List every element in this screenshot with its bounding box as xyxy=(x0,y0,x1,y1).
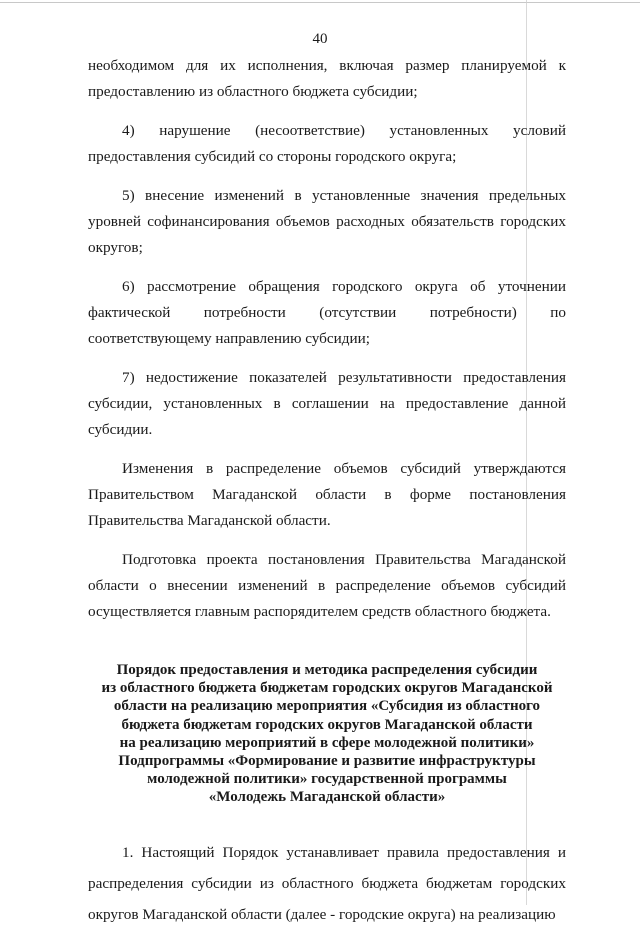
heading-line: Подпрограммы «Формирование и развитие инфраструктуры xyxy=(118,753,536,770)
page-number: 40 xyxy=(312,31,328,47)
heading-line: «Молодежь Магаданской области» xyxy=(208,789,446,806)
paragraph-final: 1. Настоящий Порядок устанавливает правила предоставления и распределения субсидии из областного бюджета бюджетам городских округов Магаданской области (далее - городские округа) на реализацию xyxy=(88,843,566,923)
heading-line: из областного бюджета бюджетам городских округов Магаданской xyxy=(101,680,553,697)
heading-line: Порядок предоставления и методика распределения субсидии xyxy=(116,662,538,678)
section-heading xyxy=(88,661,566,807)
paragraph-5: 7) недостижение показателей результативности предоставления субсидии, установленных в соглашении на предоставление данной субсидии. xyxy=(88,369,566,438)
heading-line: на реализацию мероприятий в сфере молодежной политики» xyxy=(119,734,535,751)
paragraph-3: 5) внесение изменений в установленные значения предельных уровней софинансирования объемов расходных обязательств городских округов; xyxy=(88,187,566,256)
heading-line: бюджета бюджетам городских округов Магаданской области xyxy=(121,716,533,733)
paragraph-1: необходимом для их исполнения, включая размер планируемой к предоставлению из областного бюджета субсидии; xyxy=(88,57,566,100)
paragraph-4: 6) рассмотрение обращения городского округа об уточнении фактической потребности (отсутствии потребности) по соответствующему направлению субсидии; xyxy=(88,278,566,347)
scan-edge-top xyxy=(0,2,640,3)
paragraph-2: 4) нарушение (несоответствие) установленных условий предоставления субсидий со стороны городского округа; xyxy=(88,122,566,165)
paragraph-6: Изменения в распределение объемов субсидий утверждаются Правительством Магаданской области в форме постановления Правительства Магаданской области. xyxy=(88,460,566,529)
paragraph-7: Подготовка проекта постановления Правительства Магаданской области о внесении изменений в распределение объемов субсидий осуществляется главным распорядителем средств областного бюджета. xyxy=(88,551,566,620)
heading-line: молодежной политики» государственной программы xyxy=(147,771,507,788)
document-body xyxy=(88,53,566,930)
heading-line: области на реализацию мероприятия «Субсидия из областного xyxy=(113,698,541,715)
